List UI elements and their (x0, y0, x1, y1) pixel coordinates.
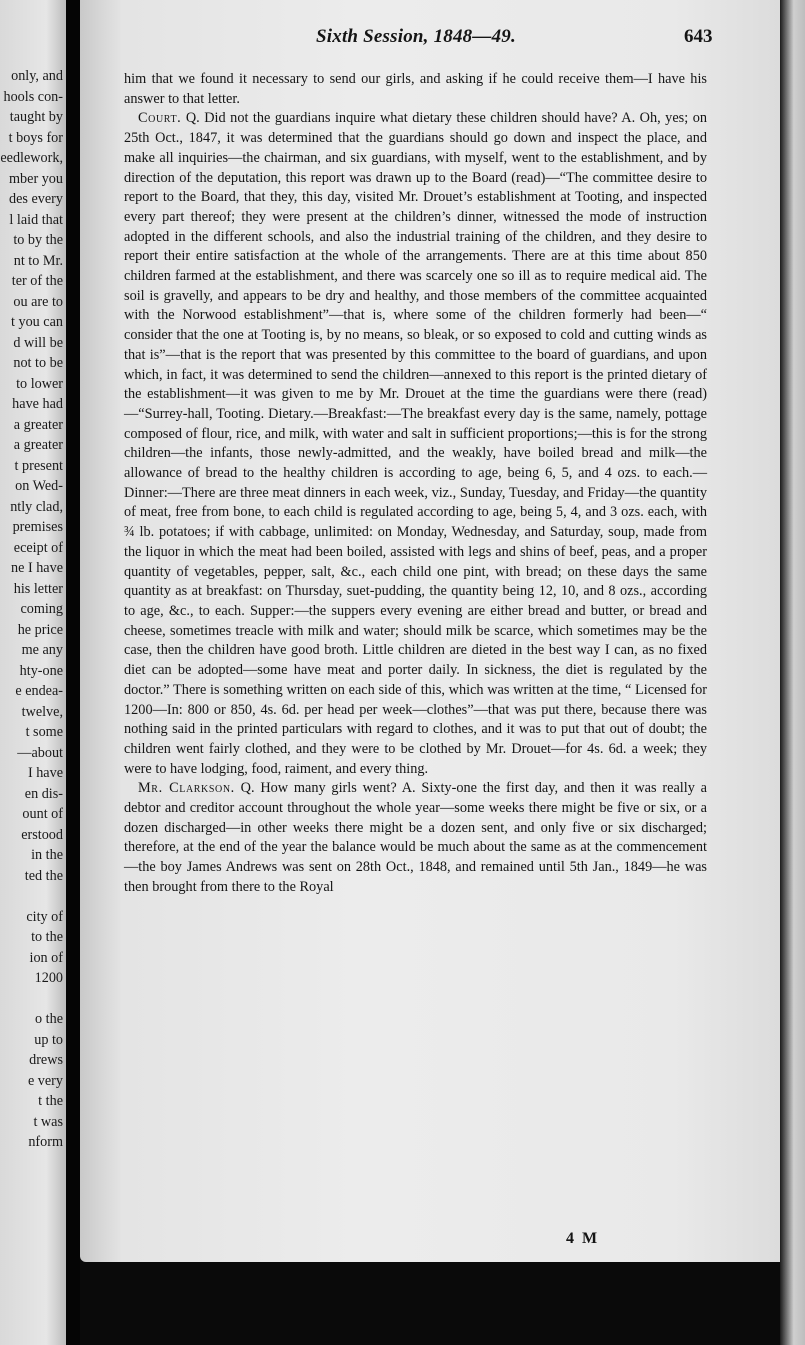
facing-page-line: premises (12, 519, 63, 535)
facing-page-line: e endea- (15, 683, 63, 699)
facing-page-line: l laid that (9, 211, 63, 228)
page-number: 643 (684, 26, 713, 47)
facing-page-line: I have (27, 765, 63, 781)
facing-page-line: t present (14, 457, 63, 474)
paragraph-text: Q. How many girls went? A. Sixty-one the first day, and then it was really a debtor and creditor account throughout the whole year—some weeks there might be five or six, or a dozen discharged—in other weeks there might be a dozen sent, and only five or six discharged; therefore, at the end of the year the balance would be much about the same as at the commencement—the boy James Andrews was sent on 28th Oct., 1848, and remained until 5th Jan., 1849—he was then brought from there to the Royal (124, 780, 708, 895)
speaker-label: Court. (138, 110, 182, 127)
paragraph-text: him that we found it necessary to send our girls, and asking if he could receive them—I have his answer to that letter. (124, 71, 707, 107)
facing-page-line: city of (26, 908, 63, 925)
facing-page-line: t some (25, 724, 63, 740)
facing-page-line: ount of (22, 806, 63, 822)
facing-page-line: a greater (13, 437, 63, 453)
facing-page-line: drews (29, 1052, 63, 1068)
facing-page-line: to by the (13, 232, 63, 248)
facing-page-line: nt to Mr. (13, 252, 63, 269)
facing-page-line: en dis- (24, 785, 63, 802)
speaker-label: Mr. Clarkson. (138, 780, 235, 797)
facing-page-line: ne I have (11, 560, 63, 576)
book-page (80, 0, 780, 1262)
facing-page-line: des every (9, 191, 63, 207)
facing-page-line: a greater (13, 416, 63, 433)
facing-page-line: taught by (9, 109, 63, 125)
paragraph (124, 109, 707, 779)
facing-page-line: ted the (24, 867, 63, 884)
facing-page-line: erstood (21, 826, 63, 843)
facing-page-line: coming (20, 601, 63, 617)
facing-page-line: ntly clad, (10, 498, 63, 515)
facing-page-line: e very (27, 1072, 63, 1089)
facing-page-line: hty-one (19, 662, 63, 679)
facing-page-line: t the (38, 1093, 63, 1109)
signature-mark: 4 M (566, 1230, 600, 1247)
facing-page-line: ion of (29, 949, 63, 966)
facing-page-line: ou are to (13, 293, 63, 310)
running-title: Sixth Session, 1848—49. (316, 26, 516, 47)
facing-page-line: on Wed- (15, 478, 63, 494)
facing-page-line: only, and (11, 68, 63, 84)
paragraph-text: Q. Did not the guardians inquire what dietary these children should have? A. Oh, yes; on 25th Oct., 1847, it was determined that the guardians should go down and inspect the place, and make all inquiries—the chairman, and six guardians, with myself, went to the establishment, and by direction of the deputation, this report was drawn up to the Board (read)—“The committee desire to report to the Board, that they, this day, visited Mr. Drouet’s establishment at Tooting, and inspected every part thereof; they were present at the children’s dinner, witnessed the mode of instruction adopted in the different schools, and also the industrial training of the children, and they desire to report their entire satisfaction at the whole of the arrangements. There are at this time about 850 children farmed at the establishment, and there was scarcely one so ill as to require medical aid. The soil is gravelly, and appears to be dry and healthy, and those members of the committee acquainted with the Norwood establishment”—that is, where some of the children formerly had been—“ consider that the one at Tooting is, by no means, so bleak, or so exposed to cold and cutting winds as that is”—that is the report that was presented by this committee to the board of guardians, and upon which, in fact, it was determined to send the children—annexed to this report is the printed dietary of the establishment—it was given to me by Mr. Drouet at the time the guardians were there (read)—“Surrey-hall, Tooting. Dietary.—Breakfast:—The breakfast every day is the same, namely, pottage composed of flour, rice, and milk, with water and salt in sufficient proportions;—this is for the strong children—the infants, those newly-admitted, and the weakly, have boiled bread and milk—the allowance of bread to the healthy children is according to age, being 6, 5, and 4 ozs. to each.—Dinner:—There are three meat dinners in each week, viz., Sunday, Tuesday, and Friday—the quantity of meat, free from bone, to each child is regulated according to age, being 5, 4, and 3 ozs. each, with ¾ lb. potatoes; if with cabbage, unlimited: on Monday, Wednesday, and Saturday, soup, made from the liquor in which the meat had been boiled, assisted with legs and shins of beef, peas, and a proper quantity of vegetables, pepper, salt, &c., each child one pint, with bread; on these days the same quantity as at breakfast: on Thursday, suet-pudding, the quantity being 12, 10, and 8 ozs., according to age, &c., to each. Supper:—the suppers every evening are either bread and butter, or bread and cheese, sometimes treacle with milk and water; should milk be scarce, which sometimes may be the case, then the children have good broth. Little children are dieted in the best way I can, as no fixed diet can be adopted—some have meat and porter daily. In sickness, the diet is regulated by the doctor.” There is something written on each side of this, which was written at the time, “ Licensed for 1200—In: 800 or 850, 4s. 6d. per head per week—clothes”—that was put there, because there was nothing said in the printed particulars with regard to clothes, and it was to put that out of doubt; the children went fairly clothed, and they were to be clothed by Mr. Drouet—for 4s. 6d. a week; they were to have lodging, food, raiment, and every thing. (124, 110, 708, 777)
page-edge-right (780, 0, 805, 1345)
facing-page-line: to lower (16, 375, 63, 392)
facing-page-line (0, 989, 66, 1010)
facing-page-line: t you can (10, 314, 63, 330)
facing-page-line: 1200 (34, 970, 63, 986)
facing-page-line: hools con- (3, 88, 63, 105)
paragraph (124, 779, 707, 897)
facing-page-line: o the (35, 1011, 63, 1027)
body-text (124, 70, 707, 898)
facing-page-left (0, 0, 66, 1345)
facing-page-line: nform (28, 1134, 63, 1150)
facing-page-line: ter of the (11, 273, 63, 289)
book-gutter (66, 0, 80, 1345)
facing-page-line: mber you (9, 170, 63, 187)
facing-page-line: eceipt of (13, 539, 63, 556)
facing-page-line: he price (17, 621, 63, 638)
facing-page-line: in the (31, 847, 63, 863)
facing-page-line: eedlework, (0, 150, 63, 166)
facing-page-line: not to be (13, 355, 63, 371)
facing-page-line: d will be (13, 334, 63, 351)
facing-page-line: —about (17, 744, 63, 761)
facing-page-line: his letter (13, 580, 63, 597)
facing-page-text (0, 66, 66, 1153)
scan-background (80, 1262, 780, 1345)
paragraph (124, 70, 707, 109)
facing-page-line: up to (34, 1031, 63, 1048)
facing-page-line: t boys for (8, 129, 63, 146)
facing-page-line: to the (31, 929, 63, 945)
facing-page-line: me any (21, 642, 63, 658)
facing-page-line (0, 886, 66, 907)
running-header (80, 26, 780, 56)
facing-page-line: t was (33, 1113, 63, 1130)
facing-page-line: have had (12, 396, 63, 412)
facing-page-line: twelve, (21, 703, 63, 720)
